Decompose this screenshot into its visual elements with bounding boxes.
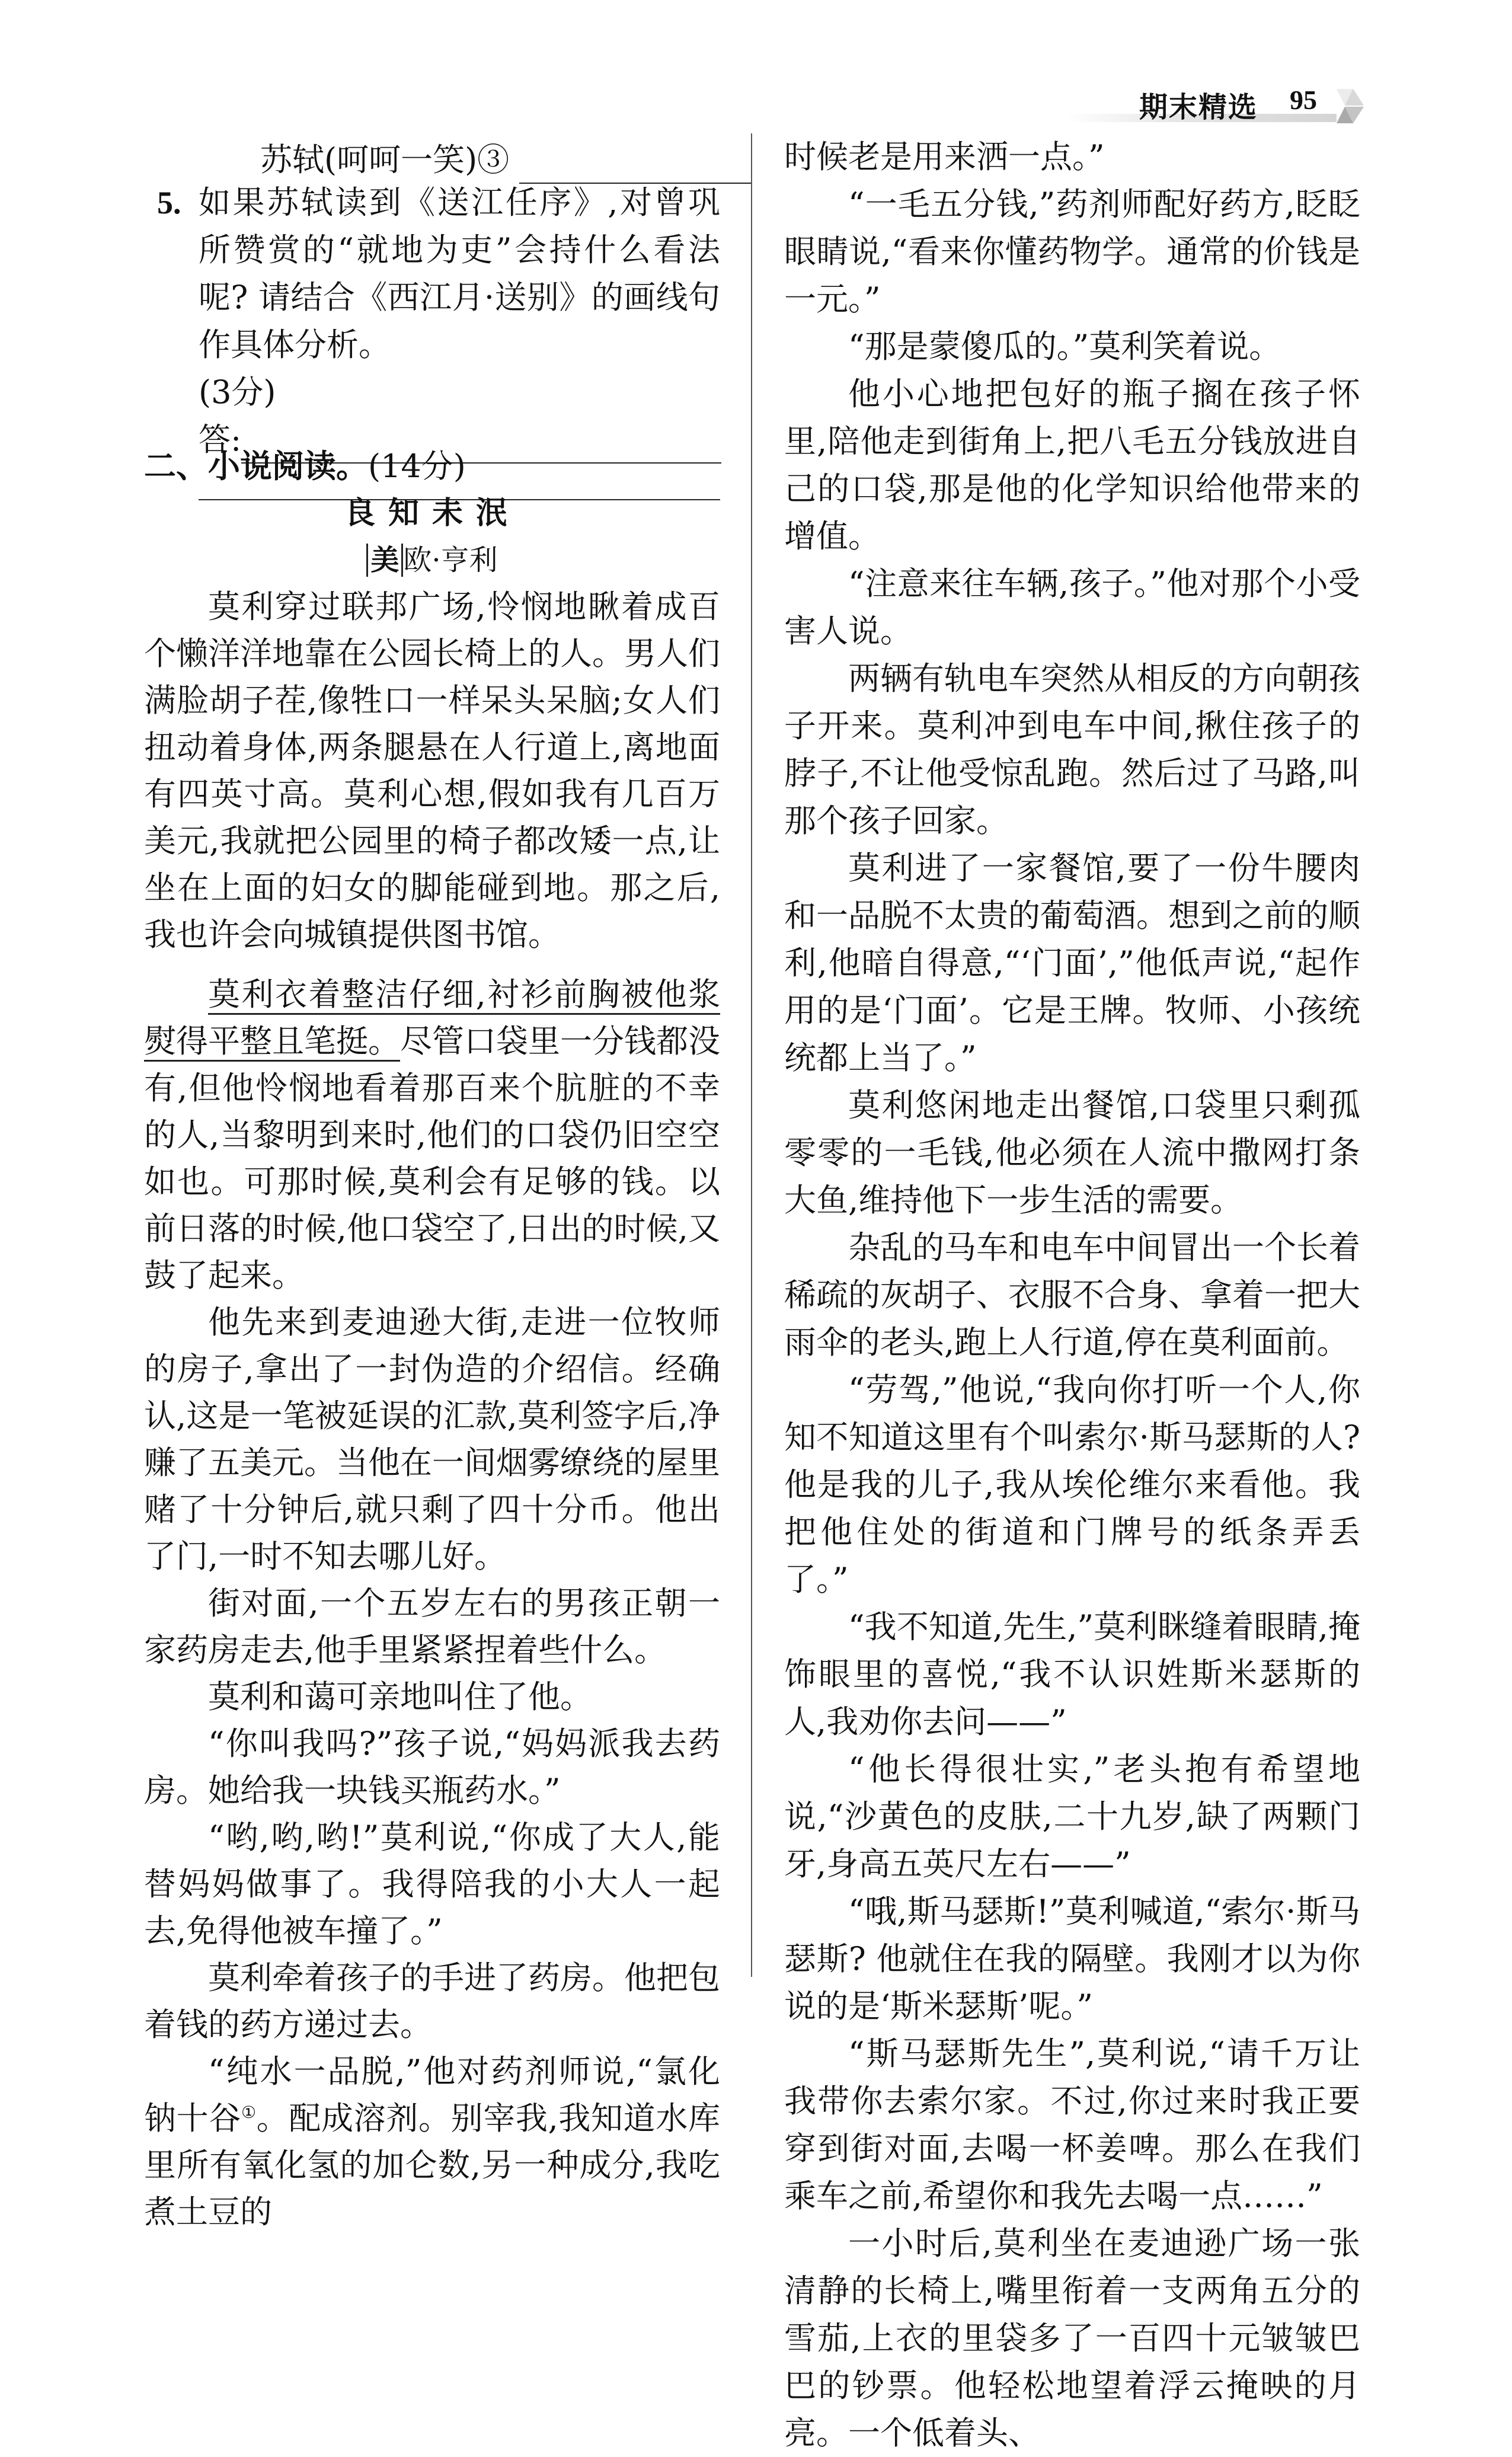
story-body-right: [784, 133, 1360, 2457]
question-points: (3分): [199, 373, 276, 411]
page-header: [1067, 71, 1399, 136]
paragraph: “哦,斯马瑟斯!”莫利喊道,“索尔·斯马瑟斯? 他就住在我的隔壁。我刚才以为你说的是‘斯米瑟斯’呢。”: [784, 1893, 1360, 2025]
column-divider: [751, 133, 752, 1977]
paragraph: “你叫我吗?”孩子说,“妈妈派我去药房。她给我一块钱买瓶药水。”: [144, 1725, 720, 1809]
paragraph: “劳驾,”他说,“我向你打听一个人,你知不知道这里有个叫索尔·斯马瑟斯的人? 他是我的儿子,我从埃伦维尔来看他。我把他住处的街道和门牌号的纸条弄丢了。”: [784, 1371, 1360, 1598]
story-author: [144, 536, 720, 584]
paragraph: 莫利和蔼可亲地叫住了他。: [208, 1678, 592, 1715]
paragraph: 他先来到麦迪逊大街,走进一位牧师的房子,拿出了一封伪造的介绍信。经确认,这是一笔被延误的汇款,莫利签字后,净赚了五美元。当他在一间烟雾缭绕的屋里赌了十分钟后,就只剩了四十分币。他出了门,一时不知去哪儿好。: [144, 1303, 720, 1575]
paragraph: 两辆有轨电车突然从相反的方向朝孩子开来。莫利冲到电车中间,揪住孩子的脖子,不让他受惊乱跑。然后过了马路,叫那个孩子回家。: [784, 660, 1360, 839]
author-country: 美: [366, 544, 403, 577]
paragraph: 街对面,一个五岁左右的男孩正朝一家药房走去,他手里紧紧捏着些什么。: [144, 1584, 720, 1669]
story-body-left: [144, 583, 720, 2235]
paragraph: [144, 2048, 720, 2235]
paragraph-text: “纯水一品脱,”他对药剂师说,“氯化钠十谷: [144, 2053, 720, 2137]
paragraph: “他长得很壮实,”老头抱有希望地说,“沙黄色的皮肤,二十九岁,缺了两颗门牙,身高五英尺左右——”: [784, 1750, 1360, 1883]
answer-item-3-label: 苏轼(呵呵一笑)③: [260, 141, 510, 178]
paragraph: “哟,哟,哟!”莫利说,“你成了大人,能替妈妈做事了。我得陪我的小大人一起去,免得他被车撞了。”: [144, 1819, 720, 1950]
paragraph: 莫利穿过联邦广场,怜悯地瞅着成百个懒洋洋地靠在公园长椅上的人。男人们满脸胡子茬,像牲口一样呆头呆脑;女人们扭动着身体,两条腿悬在人行道上,离地面有四英寸高。莫利心想,假如我有几百万美元,我就把公园里的椅子都改矮一点,让坐在上面的妇女的脚能碰到地。那之后,我也许会向城镇提供图书馆。: [144, 588, 720, 953]
section-heading: 二、小说阅读。: [144, 448, 368, 485]
paragraph: [144, 971, 720, 1299]
paragraph-continuation: 时候老是用来洒一点。”: [784, 138, 1105, 175]
paragraph: “那是蒙傻瓜的。”莫利笑着说。: [848, 328, 1281, 365]
paragraph-text: 。配成溶剂。别宰我,我知道水库里所有氧化氢的加仑数,另一种成分,我吃煮土豆的: [144, 2100, 720, 2231]
question-text: 如果苏轼读到《送江任序》,对曾巩所赞赏的“就地为吏”会持什么看法呢? 请结合《西江月·送别》的画线句作具体分析。: [199, 184, 720, 363]
paragraph: 杂乱的马车和电车中间冒出一个长着稀疏的灰胡子、衣服不合身、拿着一把大雨伞的老头,跑上人行道,停在莫利面前。: [784, 1229, 1360, 1361]
question-number: 5.: [157, 185, 181, 221]
author-name: 欧·亨利: [403, 544, 498, 577]
footnote-mark: ①: [241, 2103, 257, 2122]
paragraph: 一小时后,莫利坐在麦迪逊广场一张清静的长椅上,嘴里衔着一支两角五分的雪茄,上衣的里袋多了一百四十元皱皱巴巴的钞票。他轻松地望着浮云掩映的月亮。一个低着头、: [784, 2225, 1360, 2452]
page-number: 95: [1290, 85, 1317, 115]
paragraph: 莫利悠闲地走出餐馆,口袋里只剩孤零零的一毛钱,他必须在人流中撒网打条大鱼,维持他下一步生活的需要。: [784, 1087, 1360, 1219]
paragraph: “斯马瑟斯先生”,莫利说,“请千万让我带你去索尔家。不过,你过来时我正要穿到街对面,去喝一杯姜啤。那么在我们乘车之前,希望你和我先去喝一点……”: [784, 2035, 1360, 2215]
answer-blank-3[interactable]: [519, 147, 752, 184]
section-2-heading: [144, 443, 466, 490]
paragraph-text: 尽管口袋里一分钱都没有,但他怜悯地看着那百来个肮脏的不幸的人,当黎明到来时,他们的口袋仍旧空空如也。可那时候,莫利会有足够的钱。以前日落的时候,他口袋空了,日出的时候,又鼓了起来。: [144, 1023, 720, 1294]
header-section-title: 期末精选: [1139, 91, 1258, 124]
section-points: (14分): [368, 448, 466, 485]
paragraph: “我不知道,先生,”莫利眯缝着眼睛,掩饰眼里的喜悦,“我不认识姓斯米瑟斯的人,我劝你去问——”: [784, 1608, 1360, 1740]
triangle-decoration-icon: [1337, 89, 1378, 126]
answer-label: 答:: [199, 421, 242, 458]
paragraph: “注意来往车辆,孩子。”他对那个小受害人说。: [784, 565, 1360, 650]
answer-item-3: [260, 136, 752, 184]
paragraph: “一毛五分钱,”药剂师配好药方,眨眨眼睛说,“看来你懂药物学。通常的价钱是一元。”: [784, 186, 1360, 318]
underlined-sentence: 莫利衣着整洁仔细,衬衫前胸被他浆熨得平整且笔挺。: [144, 976, 720, 1062]
paragraph: 莫利进了一家餐馆,要了一份牛腰肉和一品脱不太贵的葡萄酒。想到之前的顺利,他暗自得意,“‘门面’,”他低声说,“起作用的是‘门面’。它是王牌。牧师、小孩统统都上当了。”: [784, 849, 1360, 1076]
paragraph: 他小心地把包好的瓶子搁在孩子怀里,陪他走到街角上,把八毛五分钱放进自己的口袋,那是他的化学知识给他带来的增值。: [784, 375, 1360, 555]
story-title: 良知未泯: [344, 496, 520, 531]
paragraph: 莫利牵着孩子的手进了药房。他把包着钱的药方递过去。: [144, 1959, 720, 2043]
